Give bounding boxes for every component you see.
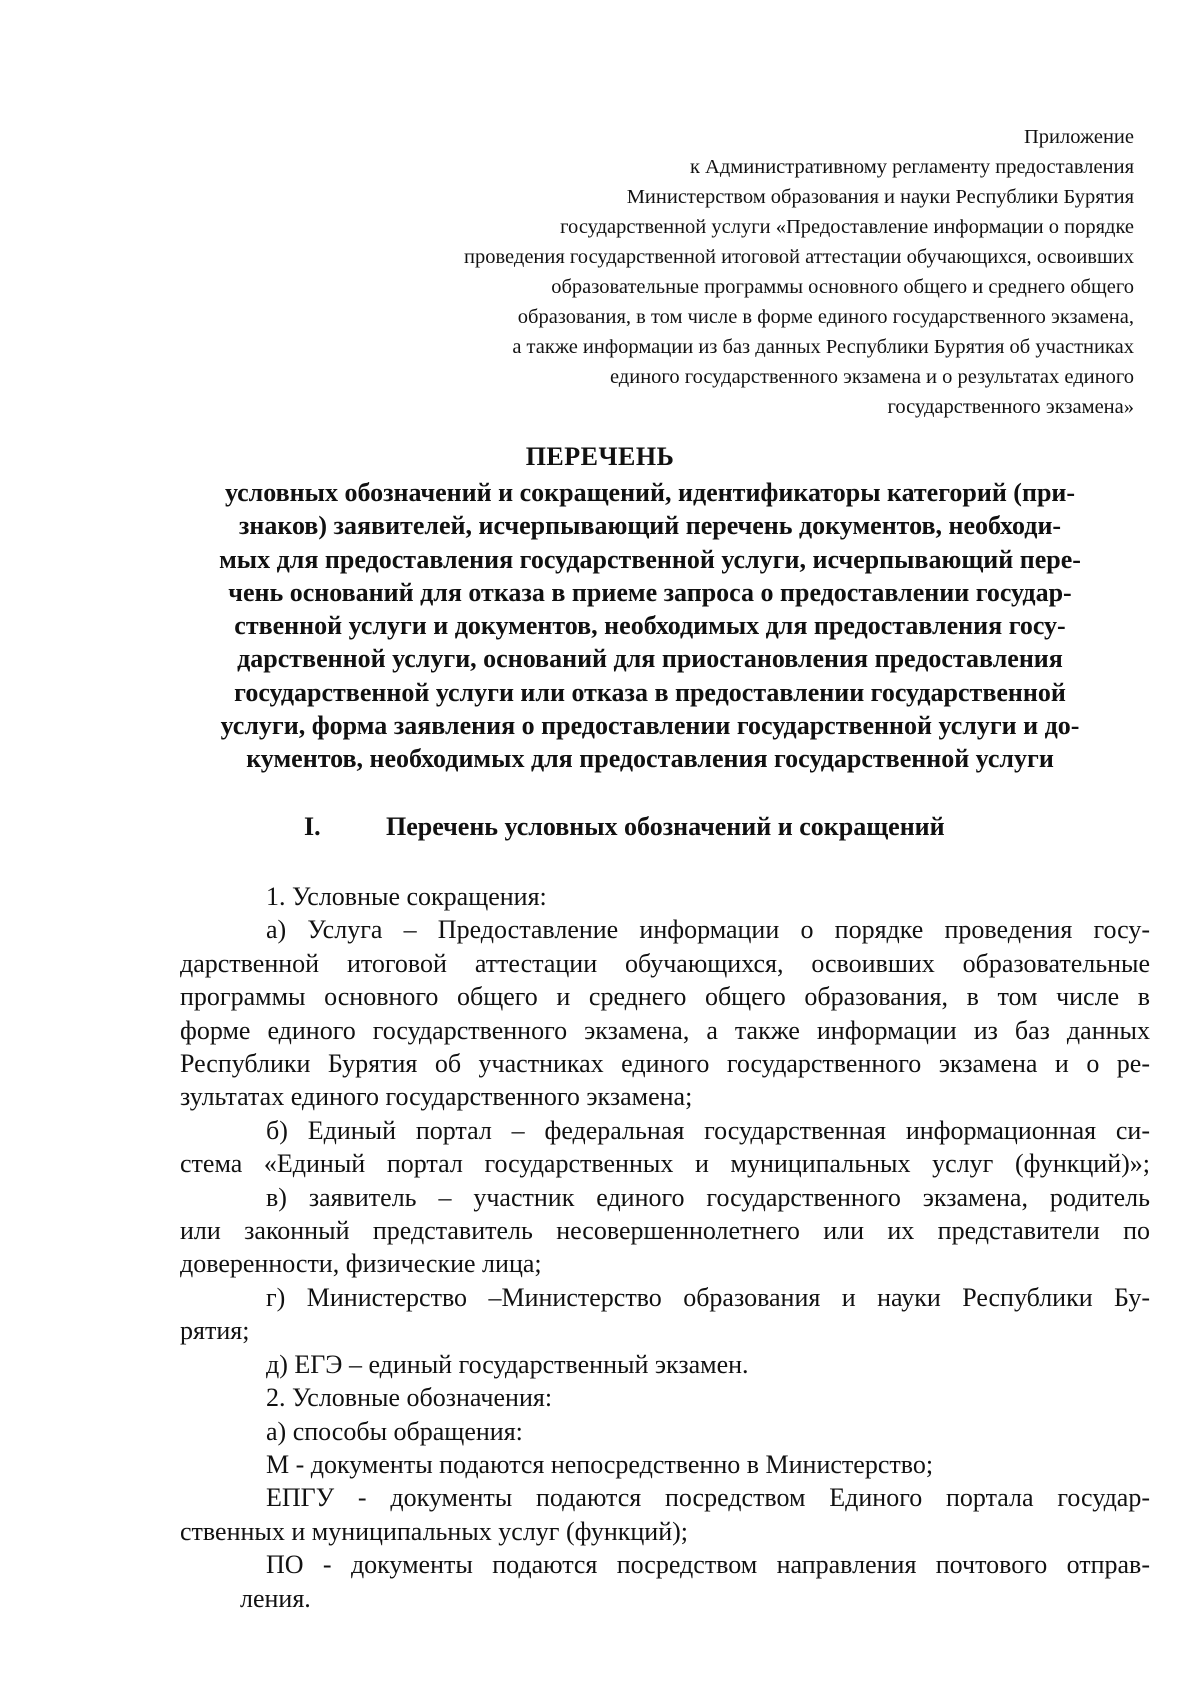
appendix-line: к Административному регламенту предоставления bbox=[689, 156, 1134, 178]
subtitle-line: кументов, необходимых для предоставления государственной услуги bbox=[246, 744, 1054, 774]
appendix-line: а также информации из баз данных Республики Бурятия об участниках bbox=[512, 336, 1134, 358]
body-line: зультатах единого государственного экзамена; bbox=[180, 1082, 693, 1112]
body-line: доверенности, физические лица; bbox=[180, 1249, 542, 1279]
subtitle-line: дарственной услуги, оснований для приостановления предоставления bbox=[237, 644, 1063, 674]
appendix-line: образовательные программы основного общего и среднего общего bbox=[551, 276, 1134, 298]
appendix-line: Приложение bbox=[1023, 126, 1134, 148]
body-line: д) ЕГЭ – единый государственный экзамен. bbox=[266, 1349, 749, 1379]
body-line: дарственной итоговой аттестации обучающихся, освоивших образовательные bbox=[180, 948, 1150, 978]
body-line: Республики Бурятия об участниках единого государственного экзамена и о ре- bbox=[180, 1049, 1150, 1079]
body-line: в) заявитель – участник единого государственного экзамена, родитель bbox=[266, 1182, 1150, 1212]
body-line: б) Единый портал – федеральная государственная информационная си- bbox=[266, 1115, 1150, 1145]
body-line: стема «Единый портал государственных и муниципальных услуг (функций)»; bbox=[180, 1149, 1150, 1179]
appendix-line: Министерством образования и науки Республики Бурятия bbox=[626, 186, 1134, 208]
body-line: 1. Условные сокращения: bbox=[266, 882, 547, 911]
section-number: I. bbox=[304, 812, 321, 841]
appendix-header bbox=[274, 122, 1134, 422]
body-line: а) Услуга – Предоставление информации о порядке проведения госу- bbox=[266, 915, 1150, 945]
body-line: ЕПГУ - документы подаются посредством Единого портала государ- bbox=[266, 1483, 1150, 1513]
body-line: г) Министерство –Министерство образования и науки Республики Бу- bbox=[266, 1282, 1150, 1312]
body-line: рятия; bbox=[180, 1316, 250, 1346]
document-body bbox=[180, 880, 1150, 1615]
body-line: а) способы обращения: bbox=[266, 1416, 523, 1446]
appendix-line: образования, в том числе в форме единого государственного экзамена, bbox=[517, 306, 1134, 328]
body-line: ственных и муниципальных услуг (функций); bbox=[180, 1516, 688, 1546]
body-line: ления. bbox=[240, 1583, 311, 1613]
body-line: 2. Условные обозначения: bbox=[266, 1383, 553, 1413]
body-line: ПО - документы подаются посредством направления почтового отправ- bbox=[266, 1550, 1150, 1580]
appendix-line: государственной услуги «Предоставление информации о порядке bbox=[560, 216, 1134, 238]
appendix-line: проведения государственной итоговой аттестации обучающихся, освоивших bbox=[464, 246, 1134, 268]
appendix-line: единого государственного экзамена и о результатах единого bbox=[609, 366, 1134, 388]
body-line: или законный представитель несовершеннолетнего или их представители по bbox=[180, 1216, 1150, 1246]
subtitle-line: знаков) заявителей, исчерпывающий перечень документов, необходи- bbox=[238, 511, 1062, 541]
subtitle-line: ственной услуги и документов, необходимых для предоставления госу- bbox=[234, 611, 1066, 641]
body-line: М - документы подаются непосредственно в Министерство; bbox=[266, 1449, 934, 1479]
subtitle-line: государственной услуги или отказа в предоставлении государственной bbox=[234, 677, 1066, 707]
subtitle-line: условных обозначений и сокращений, идентификаторы категорий (при- bbox=[224, 478, 1076, 507]
document-title: ПЕРЕЧЕНЬ bbox=[525, 442, 675, 471]
appendix-line: государственного экзамена» bbox=[887, 396, 1134, 418]
document-subtitle bbox=[160, 476, 1140, 776]
body-line: форме единого государственного экзамена, а также информации из баз данных bbox=[180, 1015, 1150, 1045]
subtitle-line: чень оснований для отказа в приеме запроса о предоставлении государ- bbox=[228, 577, 1072, 607]
section-title: Перечень условных обозначений и сокращений bbox=[386, 812, 945, 841]
subtitle-line: услуги, форма заявления о предоставлении государственной услуги и до- bbox=[220, 711, 1080, 741]
subtitle-line: мых для предоставления государственной услуги, исчерпывающий пере- bbox=[219, 544, 1081, 574]
body-line: программы основного общего и среднего общего образования, в том числе в bbox=[180, 982, 1150, 1012]
